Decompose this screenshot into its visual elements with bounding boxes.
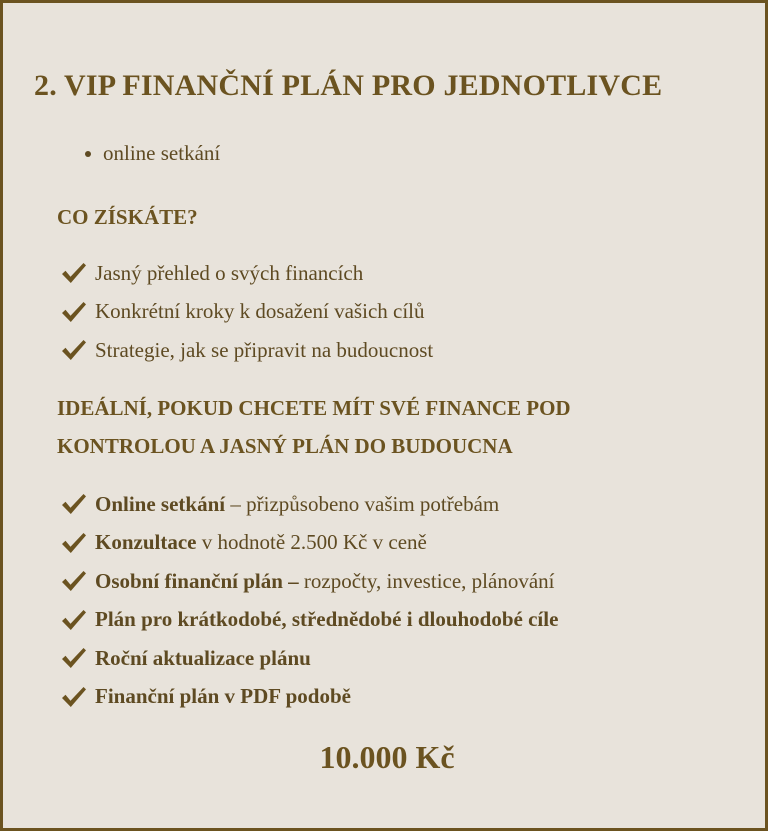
feature-item — [61, 639, 558, 678]
benefit-text: Jasný přehled o svých financích — [95, 260, 364, 285]
feature-item — [61, 524, 558, 563]
benefits-heading: CO ZÍSKÁTE? — [57, 205, 198, 229]
price-label: 10.000 Kč — [319, 739, 455, 775]
feature-bold-text: Online setkání — [95, 491, 226, 516]
feature-bold-text: Plán pro krátkodobé, střednědobé i dlouhodobé cíle — [95, 607, 559, 632]
feature-item — [61, 485, 558, 524]
feature-item — [61, 678, 558, 717]
checkmark-icon — [61, 532, 87, 554]
feature-text: – přizpůsobeno vašim potřebám — [225, 491, 500, 516]
benefit-item — [61, 331, 433, 370]
checkmark-icon — [61, 262, 87, 284]
feature-bold-text: Roční aktualizace plánu — [95, 645, 311, 670]
feature-text: rozpočty, investice, plánování — [298, 568, 555, 593]
bullet-dot-icon — [85, 151, 91, 157]
benefit-item — [61, 293, 433, 332]
ideal-for-heading — [57, 389, 571, 465]
feature-text: v hodnotě 2.500 Kč v ceně — [196, 530, 427, 555]
benefit-item — [61, 254, 433, 293]
checkmark-icon — [61, 609, 87, 631]
plan-title: 2. VIP FINANČNÍ PLÁN PRO JEDNOTLIVCE — [34, 69, 663, 102]
checkmark-icon — [61, 301, 87, 323]
benefit-text: Strategie, jak se připravit na budoucnost — [95, 337, 434, 362]
features-list — [61, 485, 558, 716]
checkmark-icon — [61, 647, 87, 669]
feature-item — [61, 562, 558, 601]
list-item — [85, 141, 220, 166]
list-item-label: online setkání — [103, 141, 221, 165]
benefits-list — [61, 254, 433, 370]
checkmark-icon — [61, 570, 87, 592]
feature-bold-text: Osobní finanční plán – — [95, 568, 299, 593]
checkmark-icon — [61, 339, 87, 361]
feature-bold-text: Konzultace — [95, 530, 197, 555]
checkmark-icon — [61, 493, 87, 515]
benefit-text: Konkrétní kroky k dosažení vašich cílů — [95, 299, 425, 324]
ideal-heading-line-1: IDEÁLNÍ, POKUD CHCETE MÍT SVÉ FINANCE POD — [57, 396, 571, 420]
feature-bold-text: Finanční plán v PDF podobě — [95, 684, 351, 709]
meeting-format-list — [85, 141, 220, 166]
checkmark-icon — [61, 686, 87, 708]
feature-item — [61, 601, 558, 640]
ideal-heading-line-2: KONTROLOU A JASNÝ PLÁN DO BUDOUCNA — [57, 434, 513, 458]
